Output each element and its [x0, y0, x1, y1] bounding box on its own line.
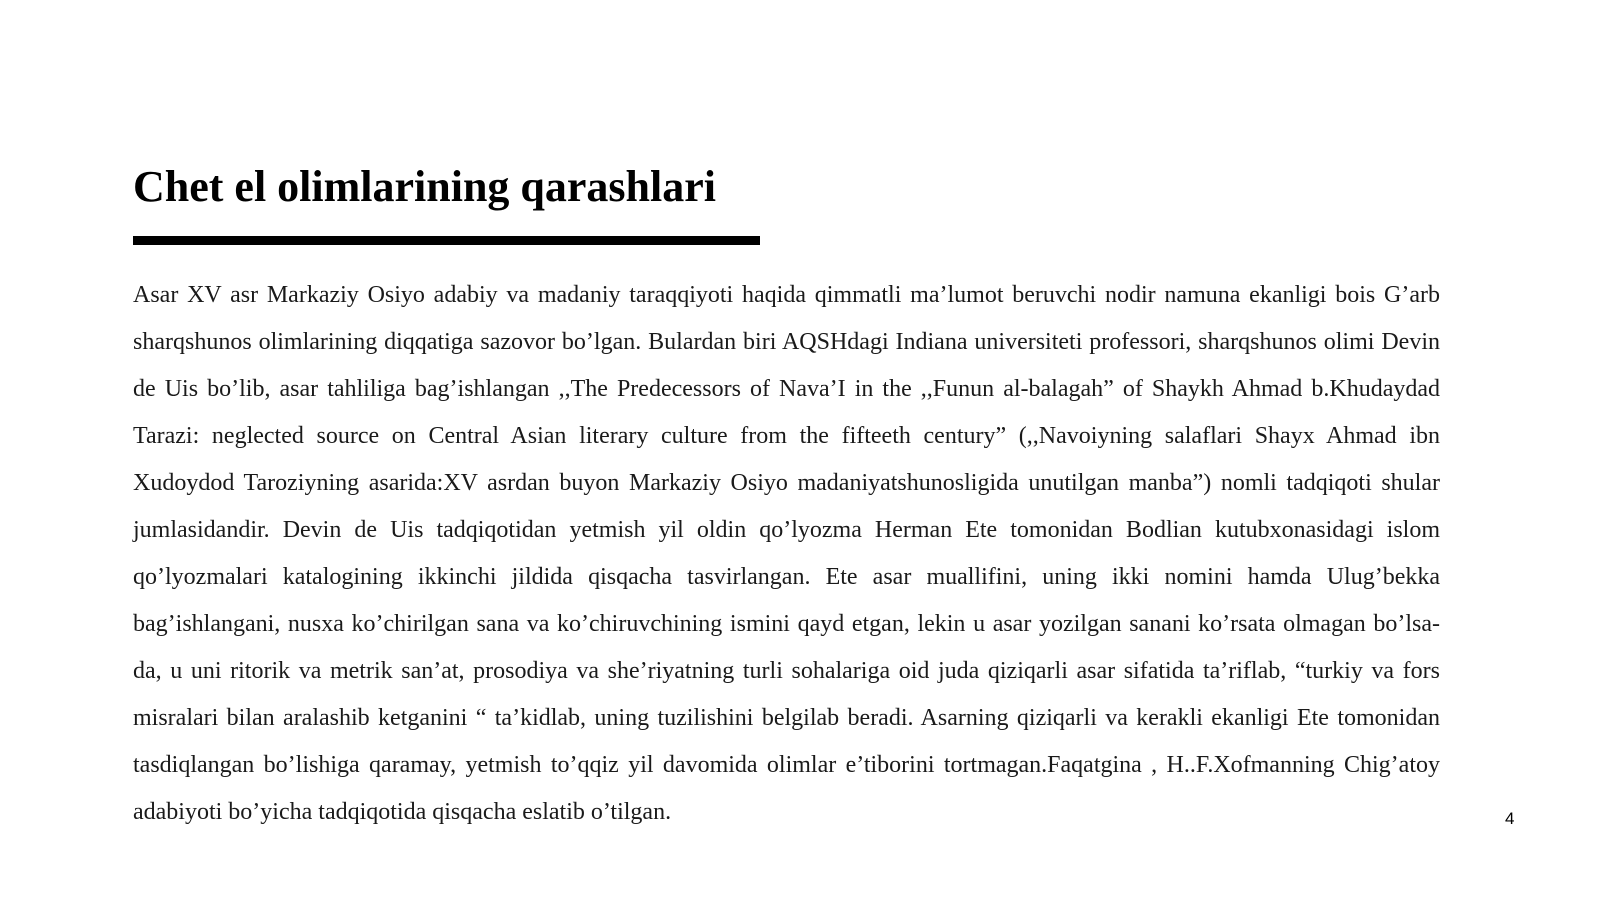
slide-title: Chet el olimlarining qarashlari: [133, 162, 716, 211]
body-paragraph: Asar XV asr Markaziy Osiyo adabiy va madaniy taraqqiyoti haqida qimmatli ma’lumot beruvchi nodir namuna ekanligi bois G’arb sharqshunos olimlarining diqqatiga sazovor bo’lgan. Bulardan biri AQSHdagi Indiana universiteti professori, sharqshunos olimi Devin de Uis bo’lib, asar tahliliga bag’ishlangan ,,The Predecessors of Nava’I in the ,,Funun al-balagah” of Shaykh Ahmad b.Khudaydad Tarazi: neglected source on Central Asian literary culture from the fifteeth century” (,,Navoiyning salaflari Shayx Ahmad ibn Xudoydod Taroziyning asarida:XV asrdan buyon Markaziy Osiyo madaniyatshunosligida unutilgan manba”) nomli tadqiqoti shular jumlasidandir. Devin de Uis tadqiqotidan yetmish yil oldin qo’lyozma Herman Ete tomonidan Bodlian kutubxonasidagi islom qo’lyozmalari katalogining ikkinchi jildida qisqacha tasvirlangan. Ete asar muallifini, uning ikki nomini hamda Ulug’bekka bag’ishlangani, nusxa ko’chirilgan sana va ko’chiruvchining ismini qayd etgan, lekin u asar yozilgan sanani ko’rsata olmagan bo’lsa-da, u uni ritorik va metrik san’at, prosodiya va she’riyatning turli sohalariga oid juda qiziqarli asar sifatida ta’riflab, “turkiy va fors misralari bilan aralashib ketganini “ ta’kidlab, uning tuzilishini belgilab beradi. Asarning qiziqarli va kerakli ekanligi Ete tomonidan tasdiqlangan bo’lishiga qaramay, yetmish to’qqiz yil davomida olimlar e’tiborini tortmagan.Faqatgina , H..F.Xofmanning Chig’atoy adabiyoti bo’yicha tadqiqotida qisqacha eslatib o’tilgan.: [133, 282, 1440, 825]
title-underline-rule: [133, 236, 760, 245]
page-number: 4: [1505, 809, 1515, 828]
